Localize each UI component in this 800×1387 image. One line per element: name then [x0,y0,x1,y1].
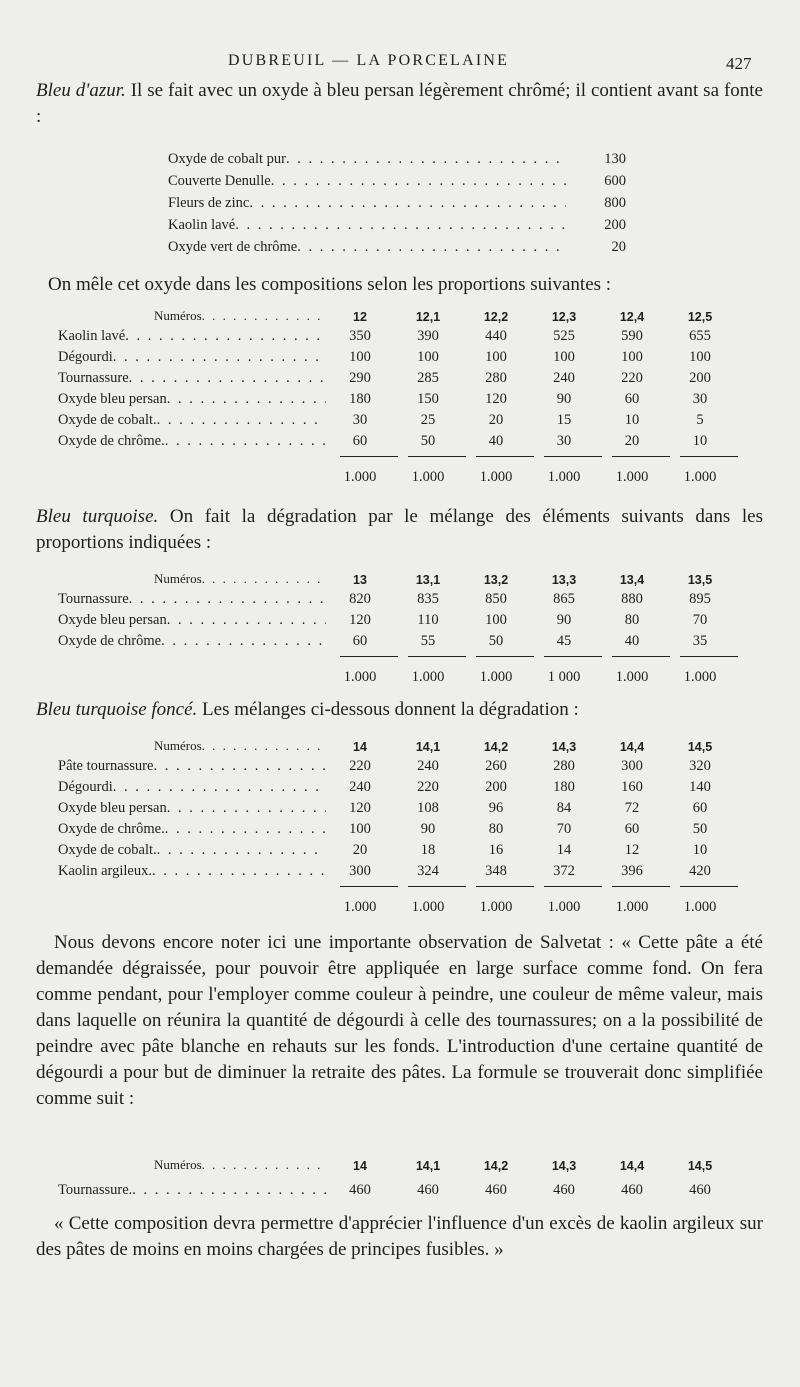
leader-dots [153,758,326,775]
table-cell: 100 [485,349,507,365]
table-cell: 5 [696,412,704,428]
table-cell: 460 [553,1182,575,1198]
recipe-label: Fleurs de zinc [168,195,250,211]
paragraph-lead: Bleu d'azur. [36,80,126,101]
table-cell: 180 [349,391,371,407]
column-header: 13,1 [415,573,441,587]
table-cell: 100 [349,821,371,837]
sum-rule [340,456,398,457]
table-cell: 10 [692,433,708,449]
recipe-row [168,190,628,212]
row-label: Oxyde bleu persan . . . [58,391,326,408]
total-cell: 1.000 [479,468,513,485]
table-cell: 290 [349,370,371,386]
table-cell: 18 [420,842,436,858]
recipe-label: Kaolin lavé [168,217,236,233]
leader-dots [161,633,326,650]
leader-dots [202,571,326,587]
table-cell: 90 [556,391,572,407]
paragraph-bleu-azur [36,78,763,130]
table-cell: 14 [556,842,572,858]
paragraph-conclusion: « Cette composition devra permettre d'apprécier l'influence d'un excès de kaolin argileux sur des pâtes de moins en moins chargées de principes fusibles. » [36,1213,763,1260]
sum-rule [680,886,738,887]
total-cell: 1 000 [547,668,581,685]
recipe-list [168,146,628,256]
running-header [0,52,800,76]
row-label: Tournassure . . . [58,591,326,608]
total-cell: 1.000 [615,898,649,915]
total-cell: 1.000 [479,668,513,685]
table-cell: 72 [624,800,640,816]
leader-dots [125,328,326,345]
table-cell: 240 [417,758,439,774]
table-cell: 460 [349,1182,371,1198]
column-header: 12,5 [687,310,713,324]
table-cell: 35 [692,633,708,649]
recipe-label: Couverte Denulle [168,173,271,189]
table-cell: 96 [488,800,504,816]
table-row [58,608,748,629]
table-cell: 300 [621,758,643,774]
table-cell: 90 [420,821,436,837]
column-header: 13,2 [483,573,509,587]
total-cell: 1.000 [547,898,581,915]
table-simplified [58,1152,748,1199]
table-cell: 590 [621,328,643,344]
table-cell: 460 [621,1182,643,1198]
table-row [58,754,748,775]
table-cell: 120 [349,800,371,816]
table-cell: 70 [556,821,572,837]
table-cell: 324 [417,863,439,879]
table-cell: 30 [556,433,572,449]
table-cell: 280 [485,370,507,386]
table-cell: 285 [417,370,439,386]
row-label: Kaolin argileux. . . . [58,863,326,880]
table-cell: 220 [349,758,371,774]
leader-dots [271,173,566,190]
recipe-value: 600 [604,173,626,189]
table-row [58,366,748,387]
column-header: 14 [353,740,367,754]
table-cell: 850 [485,591,507,607]
leader-dots [235,217,566,234]
totals-row [58,894,748,920]
table-row [58,838,748,859]
paragraph-bleu-turquoise-fonce [36,697,763,723]
table-cell: 820 [349,591,371,607]
table-bleu-turquoise-fonce [58,733,748,920]
table-cell: 100 [689,349,711,365]
table-cell: 100 [621,349,643,365]
recipe-row [168,212,628,234]
row-label: Oxyde de chrôme. . . . [58,433,326,450]
table-cell: 10 [624,412,640,428]
table-cell: 348 [485,863,507,879]
table-cell: 240 [349,779,371,795]
column-header: 14,4 [619,740,645,754]
table-cell: 460 [417,1182,439,1198]
paragraph-intro-table1: On mêle cet oxyde dans les compositions selon les proportions suivantes : [48,274,612,295]
sum-rule [680,456,738,457]
table-cell: 390 [417,328,439,344]
table-cell: 60 [624,821,640,837]
row-label: Kaolin lavé . . . [58,328,326,345]
page-number: 427 [726,54,752,73]
table-header-row [58,733,748,754]
table-row [58,387,748,408]
table-cell: 60 [692,800,708,816]
column-header: 14 [353,1159,367,1173]
table-bleu-turquoise [58,566,748,690]
table-cell: 372 [553,863,575,879]
paragraph-salvetat: Nous devons encore noter ici une importante observation de Salvetat : « Cette pâte a été demandée dégraissée, pour pouvoir être appliquée en large surface comme fond. On fera comme pendant, pour l'employer comme couleur à peindre, une couleur de même valeur, mais dans laquelle on réunira la quantité de dégourdi à celle des tournassures; on a la possibilité de peindre avec pâte blanche en rehauts sur les fonds. L'introduction d'une certaine quantité de dégourdi a pour but de diminuer la retraite des pâtes. La formule se trouverait donc simplifiée comme suit : [36,932,763,1109]
leader-dots [167,391,326,408]
recipe-value: 200 [604,217,626,233]
table-cell: 20 [352,842,368,858]
column-header: 14,5 [687,740,713,754]
table-row [58,587,748,608]
sum-rule [544,886,602,887]
row-label: Pâte tournassure . . . [58,758,326,775]
table-row [58,629,748,650]
recipe-label: Oxyde de cobalt pur [168,151,286,167]
table-bleu-azur [58,303,748,490]
table-cell: 200 [689,370,711,386]
table-cell: 70 [692,612,708,628]
leader-dots [129,370,326,387]
table-header-row [58,1152,748,1173]
sum-rule [544,456,602,457]
leader-dots [249,195,566,212]
table-row [58,324,748,345]
leader-dots [202,738,326,754]
total-cell: 1.000 [479,898,513,915]
sum-rule [408,456,466,457]
sum-rule [612,886,670,887]
recipe-value: 800 [604,195,626,211]
leader-dots [152,863,326,880]
header-title: DUBREUIL — LA PORCELAINE [228,52,510,69]
table-cell: 420 [689,863,711,879]
table-row [58,859,748,880]
table-cell: 40 [488,433,504,449]
total-cell: 1.000 [411,898,445,915]
table-cell: 895 [689,591,711,607]
table-cell: 300 [349,863,371,879]
table-cell: 240 [553,370,575,386]
leader-dots [286,151,566,168]
table-header-label: Numéros . . . [58,571,326,587]
table-cell: 30 [352,412,368,428]
column-header: 12,4 [619,310,645,324]
total-cell: 1.000 [683,468,717,485]
row-label: Dégourdi . . . [58,349,326,366]
table-cell: 100 [417,349,439,365]
leader-dots [132,1182,326,1199]
recipe-row [168,146,628,168]
leader-dots [113,779,326,796]
table-cell: 30 [692,391,708,407]
row-label: Tournassure. . . . [58,1182,326,1199]
leader-dots [165,821,326,838]
column-header: 14,1 [415,1159,441,1173]
recipe-value: 20 [611,239,626,255]
recipe-row [168,168,628,190]
table-row [58,796,748,817]
leader-dots [297,239,566,256]
total-cell: 1.000 [547,468,581,485]
table-cell: 880 [621,591,643,607]
table-cell: 460 [689,1182,711,1198]
table-cell: 260 [485,758,507,774]
table-row [58,429,748,450]
table-cell: 180 [553,779,575,795]
column-header: 12,3 [551,310,577,324]
paragraph-text: Il se fait avec un oxyde à bleu persan légèrement chrômé; il contient avant sa fonte : [36,80,763,127]
total-cell: 1.000 [683,668,717,685]
total-cell: 1.000 [343,668,377,685]
row-label: Oxyde de cobalt. . . . [58,412,326,429]
table-cell: 140 [689,779,711,795]
leader-dots [157,842,326,859]
column-header: 14,3 [551,1159,577,1173]
table-cell: 80 [488,821,504,837]
row-label: Dégourdi . . . [58,779,326,796]
column-header: 14,3 [551,740,577,754]
table-cell: 55 [420,633,436,649]
table-cell: 220 [621,370,643,386]
recipe-value: 130 [604,151,626,167]
table-cell: 60 [624,391,640,407]
table-cell: 200 [485,779,507,795]
table-header-label: Numéros . . . [58,308,326,324]
paragraph-bleu-turquoise [36,504,763,556]
table-cell: 20 [488,412,504,428]
table-header-label: Numéros . . . [58,738,326,754]
table-cell: 10 [692,842,708,858]
recipe-row [168,234,628,256]
sum-rule [476,656,534,657]
table-cell: 865 [553,591,575,607]
totals-row [58,464,748,490]
row-label: Tournassure . . . [58,370,326,387]
column-header: 12,1 [415,310,441,324]
table-cell: 108 [417,800,439,816]
table-cell: 320 [689,758,711,774]
table-cell: 100 [485,612,507,628]
table-cell: 460 [485,1182,507,1198]
sum-rules [58,456,748,464]
row-label: Oxyde de chrôme. . . . [58,821,326,838]
column-header: 12 [353,310,367,324]
table-cell: 110 [417,612,439,628]
column-header: 14,2 [483,740,509,754]
total-cell: 1.000 [343,898,377,915]
row-label: Oxyde de cobalt. . . . [58,842,326,859]
sum-rule [408,656,466,657]
row-label: Oxyde bleu persan . . . [58,800,326,817]
total-cell: 1.000 [615,468,649,485]
sum-rule [476,456,534,457]
row-label: Oxyde de chrôme . . . [58,633,326,650]
totals-row [58,664,748,690]
table-header-label: Numéros . . . [58,1157,326,1173]
table-cell: 160 [621,779,643,795]
sum-rules [58,656,748,664]
table-cell: 20 [624,433,640,449]
table-cell: 90 [556,612,572,628]
total-cell: 1.000 [615,668,649,685]
table-cell: 50 [692,821,708,837]
sum-rule [544,656,602,657]
table-header-row [58,566,748,587]
table-cell: 25 [420,412,436,428]
table-cell: 280 [553,758,575,774]
column-header: 13,3 [551,573,577,587]
table-cell: 835 [417,591,439,607]
table-cell: 100 [349,349,371,365]
row-label: Oxyde bleu persan . . . [58,612,326,629]
table-row [58,1173,748,1199]
table-cell: 12 [624,842,640,858]
sum-rule [612,456,670,457]
sum-rule [680,656,738,657]
total-cell: 1.000 [411,668,445,685]
paragraph-lead: Bleu turquoise. [36,506,159,527]
leader-dots [157,412,326,429]
table-row [58,408,748,429]
leader-dots [167,612,326,629]
table-cell: 15 [556,412,572,428]
table-cell: 120 [485,391,507,407]
paragraph-lead: Bleu turquoise foncé. [36,699,198,720]
table-cell: 84 [556,800,572,816]
leader-dots [113,349,326,366]
column-header: 13,4 [619,573,645,587]
table-cell: 440 [485,328,507,344]
sum-rule [408,886,466,887]
table-cell: 50 [488,633,504,649]
sum-rule [340,656,398,657]
table-header-row [58,303,748,324]
table-cell: 350 [349,328,371,344]
leader-dots [167,800,326,817]
column-header: 14,5 [687,1159,713,1173]
total-cell: 1.000 [343,468,377,485]
table-cell: 525 [553,328,575,344]
leader-dots [165,433,326,450]
table-cell: 100 [553,349,575,365]
paragraph-text: On fait la dégradation par le mélange des éléments suivants dans les proportions indiquées : [36,506,763,553]
column-header: 14,4 [619,1159,645,1173]
table-cell: 396 [621,863,643,879]
sum-rule [612,656,670,657]
table-cell: 16 [488,842,504,858]
table-cell: 655 [689,328,711,344]
column-header: 12,2 [483,310,509,324]
table-cell: 45 [556,633,572,649]
table-row [58,817,748,838]
table-cell: 60 [352,633,368,649]
table-cell: 40 [624,633,640,649]
recipe-label: Oxyde vert de chrôme [168,239,298,255]
column-header: 14,2 [483,1159,509,1173]
total-cell: 1.000 [411,468,445,485]
table-cell: 80 [624,612,640,628]
leader-dots [129,591,326,608]
sum-rule [476,886,534,887]
table-row [58,345,748,366]
table-cell: 60 [352,433,368,449]
leader-dots [202,1157,326,1173]
table-row [58,775,748,796]
sum-rule [340,886,398,887]
total-cell: 1.000 [683,898,717,915]
sum-rules [58,886,748,894]
table-cell: 50 [420,433,436,449]
leader-dots [202,308,326,324]
column-header: 14,1 [415,740,441,754]
table-cell: 120 [349,612,371,628]
paragraph-text: Les mélanges ci-dessous donnent la dégradation : [197,699,579,720]
table-cell: 150 [417,391,439,407]
column-header: 13,5 [687,573,713,587]
column-header: 13 [353,573,367,587]
table-cell: 220 [417,779,439,795]
